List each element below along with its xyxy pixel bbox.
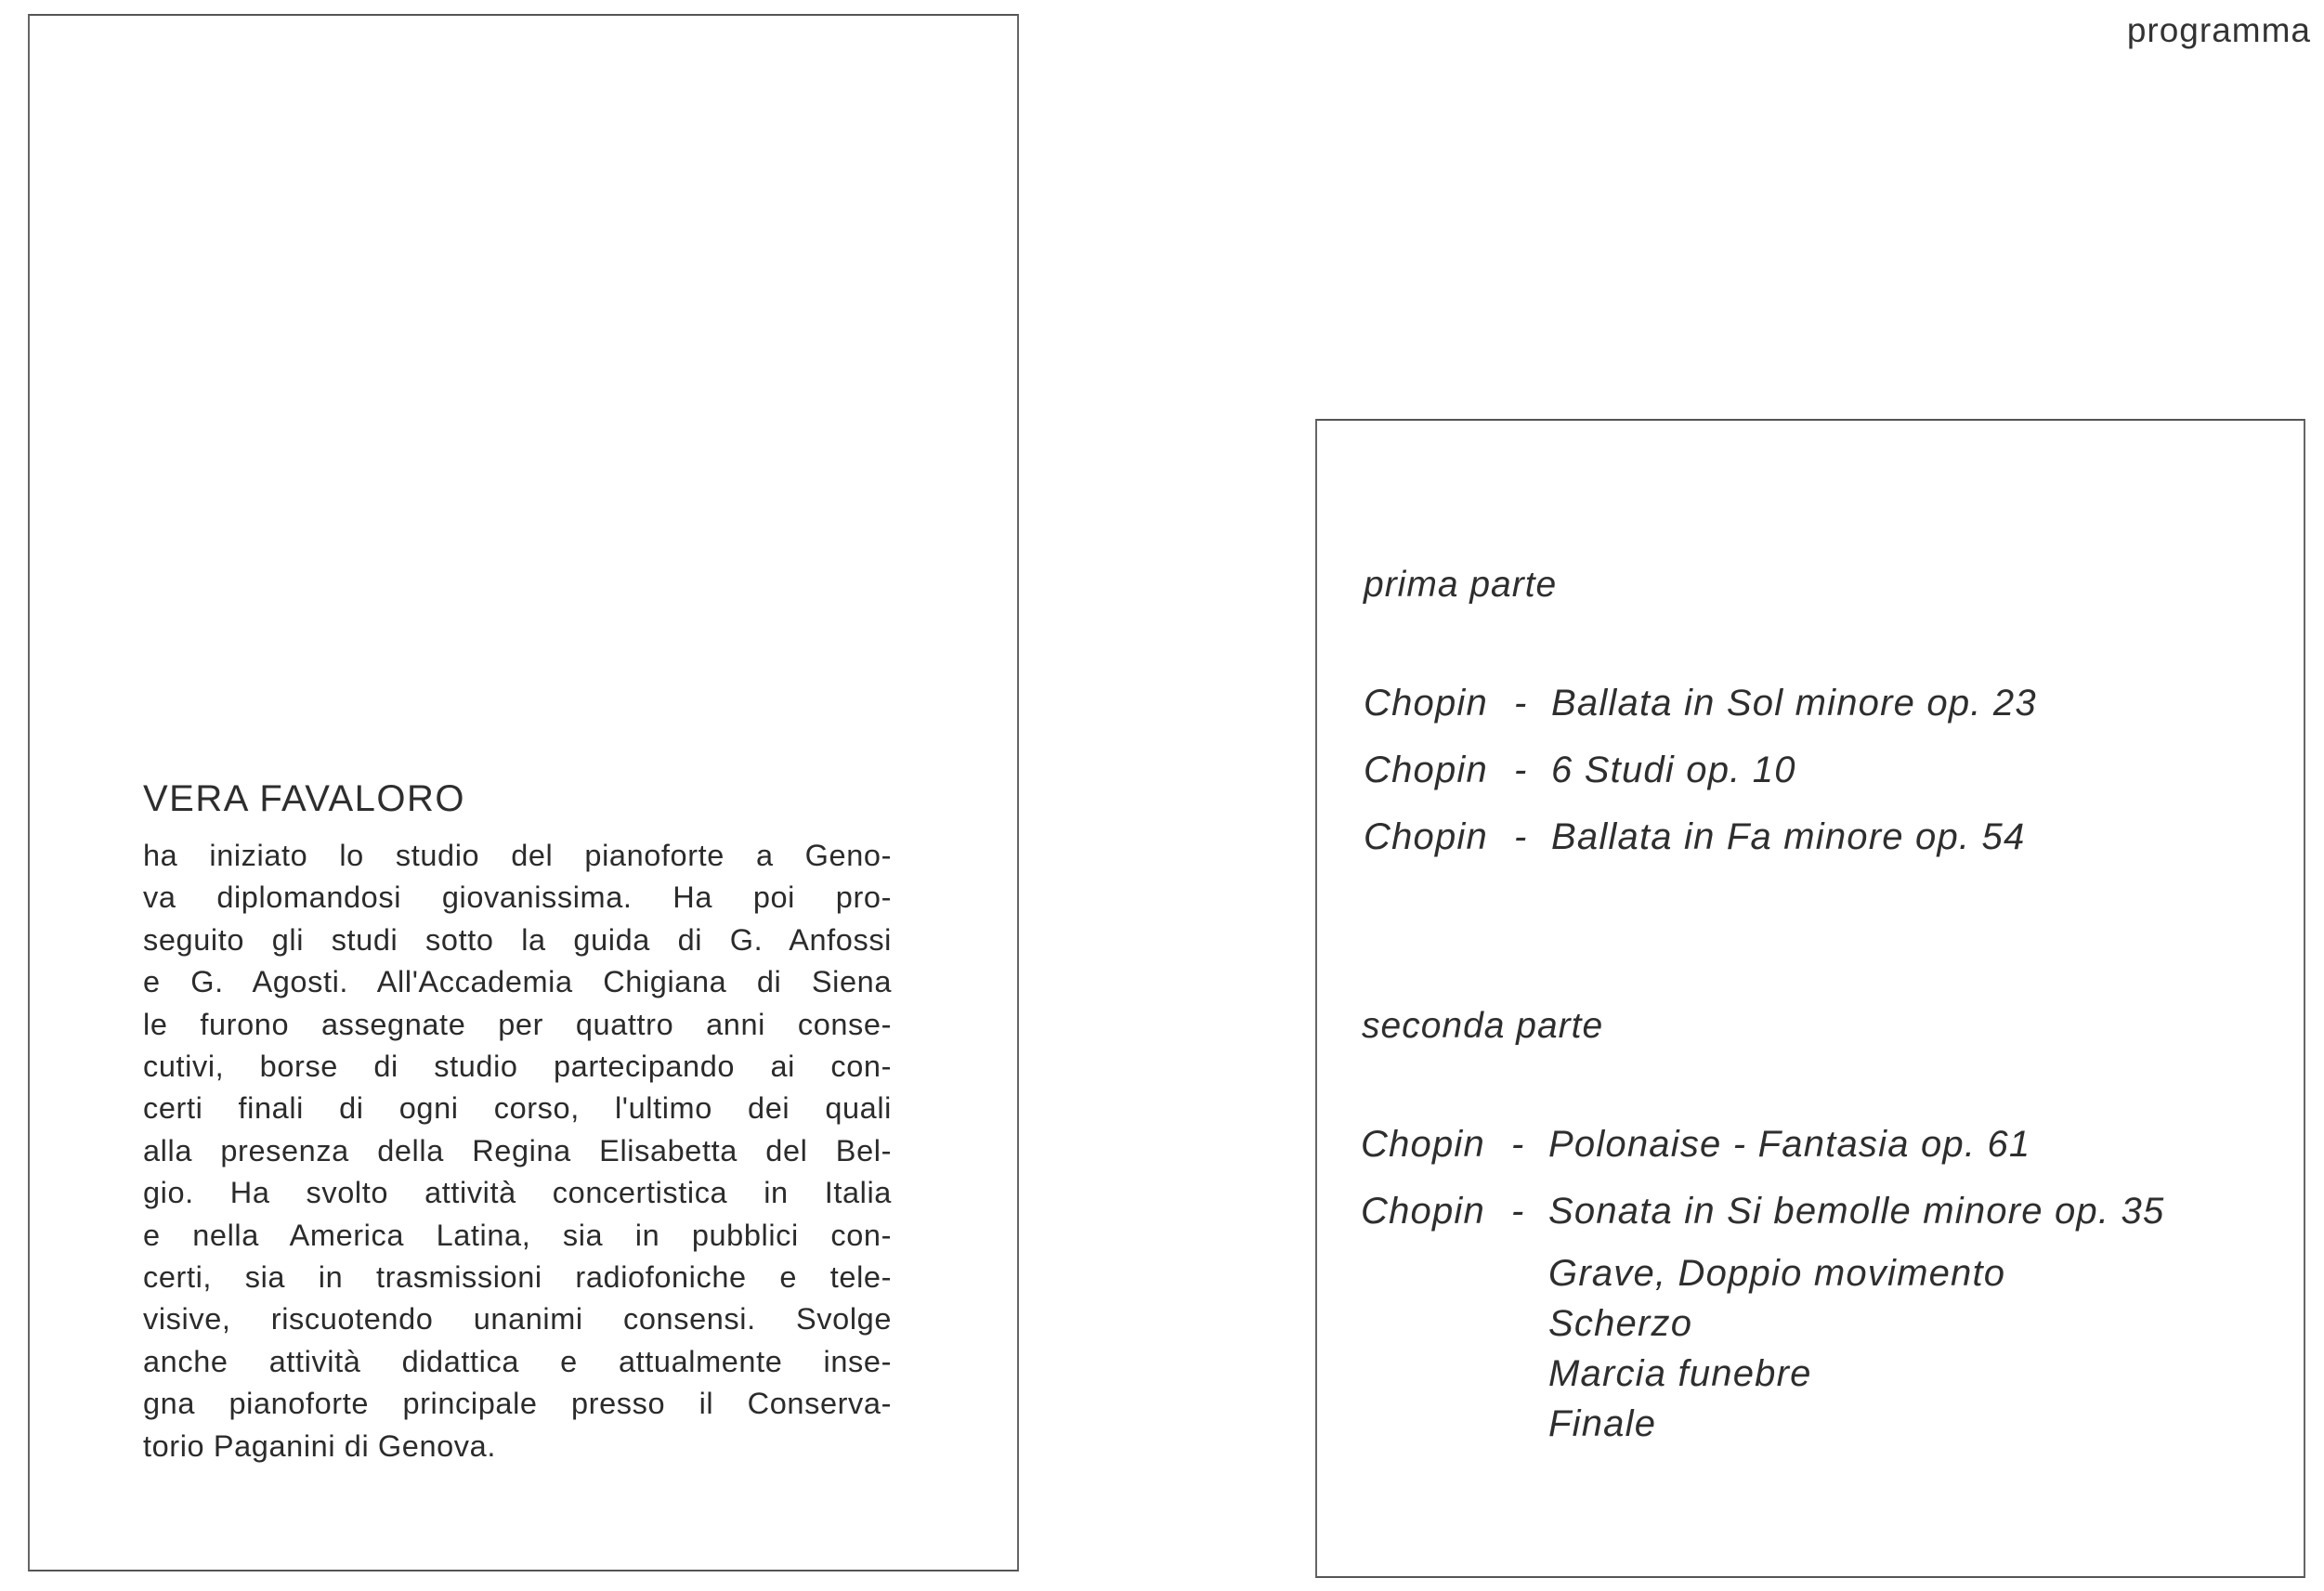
entry-separator: - — [1514, 750, 1528, 790]
biography-line: le furono assegnate per quattro anni conse- — [143, 1007, 892, 1041]
page-header-label: programma — [2126, 11, 2311, 49]
biography-line: torio Paganini di Genova. — [143, 1428, 496, 1463]
biography-line: cutivi, borse di studio partecipando ai con- — [143, 1050, 892, 1084]
entry-separator: - — [1514, 816, 1528, 857]
entry-work: Sonata in Si bemolle minore op. 35 — [1548, 1191, 2165, 1232]
biography-line: e G. Agosti. All'Accademia Chigiana di Siena — [143, 965, 892, 999]
biography-line: gna pianoforte principale presso il Conserva- — [143, 1387, 892, 1421]
biography-line: ha iniziato lo studio del pianoforte a Geno- — [143, 839, 892, 872]
second-part-title: seconda parte — [1362, 1006, 1604, 1046]
first-part-title: prima parte — [1364, 565, 1558, 605]
sonata-movement: Scherzo — [1548, 1303, 1693, 1344]
entry-composer: Chopin — [1361, 1124, 1485, 1165]
program-entry — [1361, 1191, 2164, 1232]
sonata-movement: Marcia funebre — [1548, 1353, 1812, 1394]
program-entry — [1364, 816, 2025, 858]
program-entry — [1361, 1124, 2030, 1166]
performer-name: VERA FAVALORO — [143, 778, 466, 819]
biography-line: certi, sia in trasmissioni radiofoniche e tele- — [143, 1260, 892, 1295]
biography-line: gio. Ha svolto attività concertistica in Italia — [143, 1176, 892, 1210]
biography-text — [143, 835, 892, 1467]
program-entry — [1364, 750, 1796, 791]
sonata-movement: Grave, Doppio movimento — [1548, 1253, 2006, 1294]
entry-work: 6 Studi op. 10 — [1551, 750, 1796, 790]
entry-separator: - — [1511, 1191, 1525, 1232]
program-entry — [1364, 683, 2037, 724]
entry-work: Polonaise - Fantasia op. 61 — [1548, 1124, 2031, 1165]
entry-composer: Chopin — [1364, 816, 1488, 857]
biography-line: visive, riscuotendo unanimi consensi. Svolge — [143, 1302, 892, 1337]
entry-composer: Chopin — [1361, 1191, 1485, 1232]
biography-section — [143, 778, 892, 1467]
sonata-movement: Finale — [1548, 1403, 1657, 1444]
entry-work: Ballata in Sol minore op. 23 — [1551, 683, 2037, 724]
entry-separator: - — [1514, 683, 1528, 724]
entry-work: Ballata in Fa minore op. 54 — [1551, 816, 2026, 857]
biography-line: certi finali di ogni corso, l'ultimo dei quali — [143, 1091, 892, 1126]
biography-line: va diplomandosi giovanissima. Ha poi pro- — [143, 880, 892, 915]
biography-line: e nella America Latina, sia in pubblici con- — [143, 1218, 892, 1252]
biography-line: alla presenza della Regina Elisabetta del Bel- — [143, 1133, 892, 1167]
entry-composer: Chopin — [1364, 683, 1488, 724]
biography-line: seguito gli studi sotto la guida di G. Anfossi — [143, 922, 892, 957]
biography-line: anche attività didattica e attualmente inse- — [143, 1344, 892, 1378]
entry-separator: - — [1511, 1124, 1525, 1165]
entry-composer: Chopin — [1364, 750, 1488, 790]
